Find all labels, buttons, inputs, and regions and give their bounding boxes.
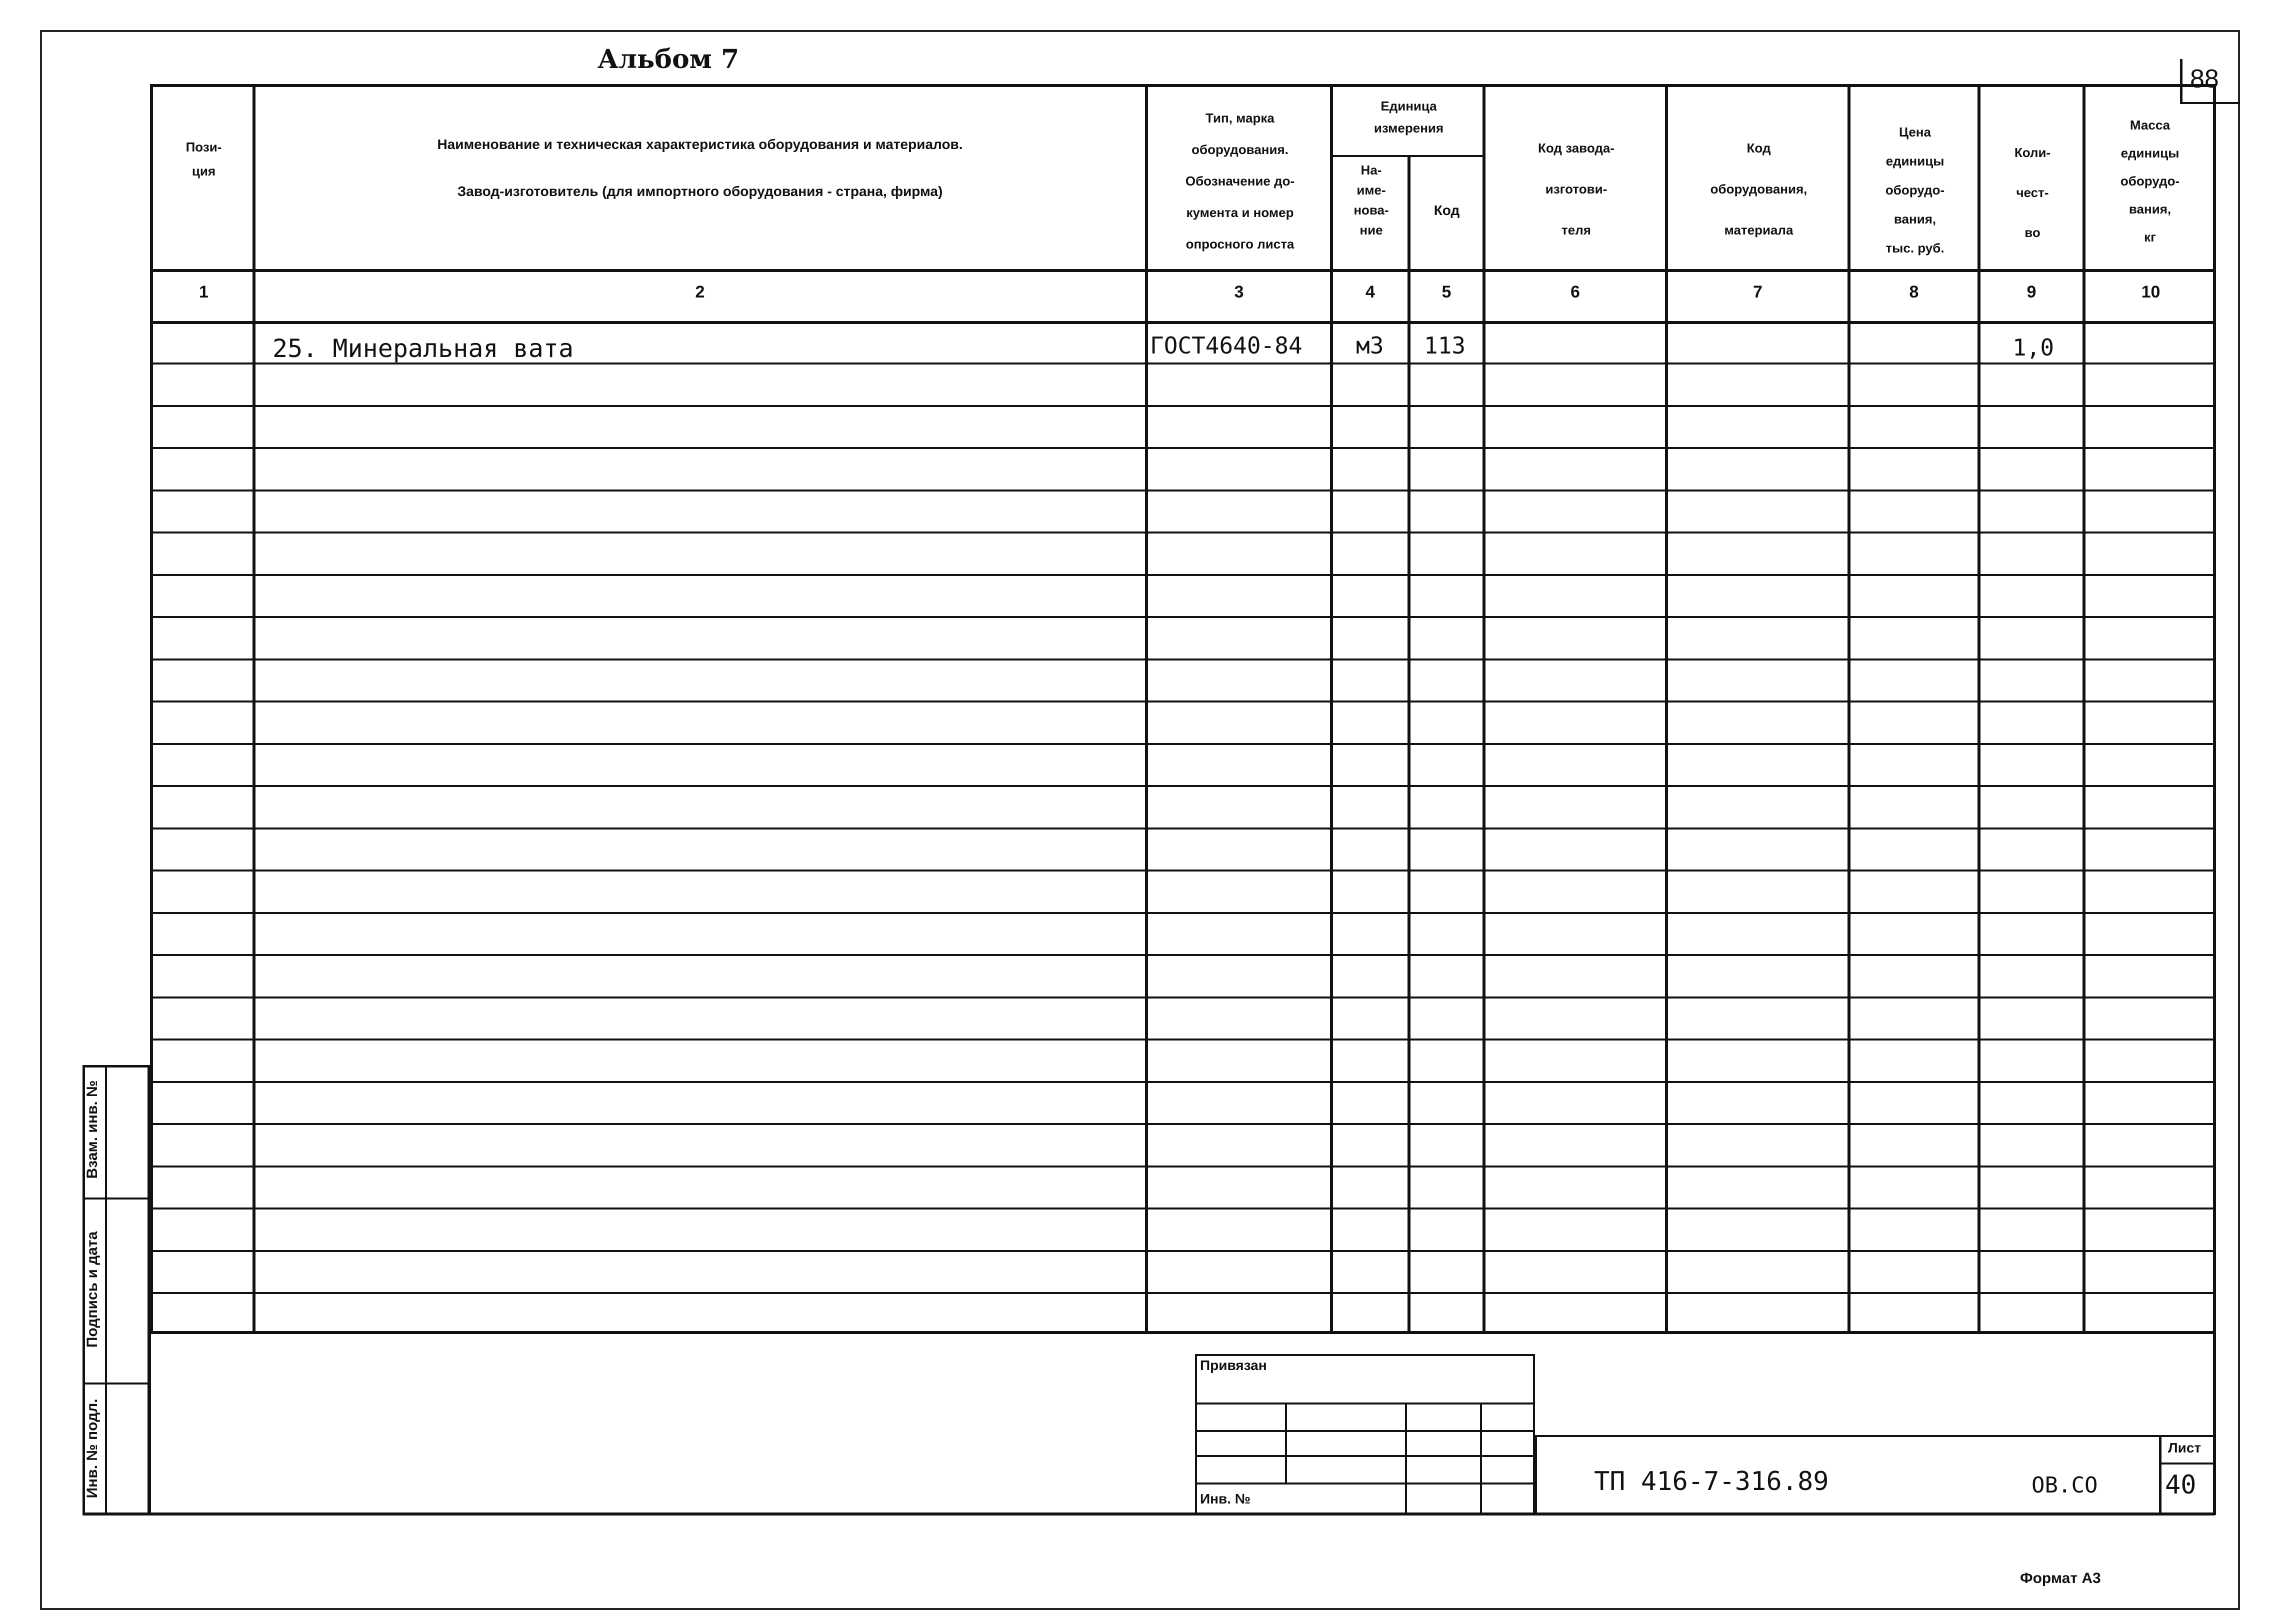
side-stamp-divider [105,1065,107,1515]
table-row-line [150,828,2216,830]
side-stamp-row-1 [82,1198,150,1200]
colnum-6: 6 [1570,282,1580,302]
unit-group-divider [1330,155,1486,157]
colnum-5: 5 [1442,282,1452,302]
table-row-line [150,785,2216,787]
table-row-line [150,1208,2216,1210]
header-mass: Масса единицы оборудо- вания, кг [2120,118,2180,244]
row-1-unit-code: 113 [1424,332,1466,359]
format-label: Формат А3 [2020,1570,2101,1586]
table-bottom-line [150,1331,2216,1334]
row-1-unit-name: м3 [1356,332,1384,359]
row-1-type-doc: ГОСТ4640-84 [1150,332,1302,359]
colnum-7: 7 [1753,282,1762,302]
colnum-4: 4 [1366,282,1375,302]
table-row-line [150,996,2216,998]
linked-col-1 [1285,1404,1287,1482]
header-position: Пози- ция [186,140,222,178]
table-row-line [150,1250,2216,1252]
linked-stamp-frame [1195,1354,1535,1514]
colnum-9: 9 [2026,282,2036,302]
header-unit-name: На- име- нова- ние [1354,162,1389,238]
linked-line-3 [1195,1455,1535,1457]
document-code: ТП 416-7-316.89 [1594,1466,1829,1496]
linked-line-1 [1195,1402,1535,1404]
header-bottom-line [150,269,2216,272]
table-row-line [150,658,2216,660]
colnum-1: 1 [199,282,208,302]
header-type-doc: Тип, марка оборудования. Обозначение до- кумента и номер опросного листа [1185,110,1295,252]
table-row-line [150,405,2216,407]
sheet-label: Лист [2168,1440,2202,1456]
sheet-number: 40 [2165,1470,2196,1500]
table-row-line [150,1166,2216,1168]
table-row-line [150,700,2216,702]
colnum-2: 2 [695,282,705,302]
table-row-line [150,1038,2216,1040]
table-row-line [150,912,2216,914]
page-number: 88 [2190,64,2219,94]
table-row-line [150,616,2216,618]
bottom-frame-left [148,1331,151,1515]
colnum-3: 3 [1234,282,1244,302]
sheet-box-divider [2159,1462,2215,1464]
table-row-line [150,574,2216,576]
header-name-line1: Наименование и техническая характеристика оборудования и материалов. [437,136,963,152]
table-row-line [150,870,2216,872]
table-row-line [150,1081,2216,1083]
colnum-8: 8 [1909,282,1919,302]
table-row-line [150,743,2216,745]
inv-label: Инв. № [1200,1491,1251,1506]
linked-line-4 [1195,1482,1535,1484]
colnum-bottom-line [150,321,2216,324]
table-row-line [150,447,2216,449]
row-1-quantity: 1,0 [2012,334,2054,361]
side-label-inv-replace: Взам. инв. № [84,1080,100,1179]
linked-line-2 [1195,1430,1535,1432]
side-label-sign-date: Подпись и дата [84,1231,100,1348]
album-title: Альбом 7 [598,44,740,74]
table-row-line [150,532,2216,534]
header-quantity: Коли- чест- во [2014,145,2051,240]
table-row-line [150,954,2216,956]
linked-col-2 [1405,1404,1407,1514]
table-row-line [150,1123,2216,1125]
header-equipment-code: Код оборудования, материала [1710,140,1808,238]
header-name-line2: Завод-изготовитель (для импортного оборудования - страна, фирма) [457,184,943,199]
header-factory-code: Код завода- изготови- теля [1538,140,1614,238]
colnum-10: 10 [2141,282,2160,302]
table-row-line [150,1292,2216,1294]
table-row-line [150,490,2216,492]
section-code: ОВ.СО [2032,1472,2098,1498]
side-label-inv-orig: Инв. № подл. [84,1398,100,1498]
linked-col-3 [1480,1404,1482,1514]
linked-label: Привязан [1200,1358,1267,1373]
header-price: Цена единицы оборудо- вания, тыс. руб. [1885,124,1945,256]
header-unit-group: Единица измерения [1374,98,1444,136]
header-unit-code: Код [1434,202,1460,218]
row-1-name: 25. Минеральная вата [272,334,574,363]
